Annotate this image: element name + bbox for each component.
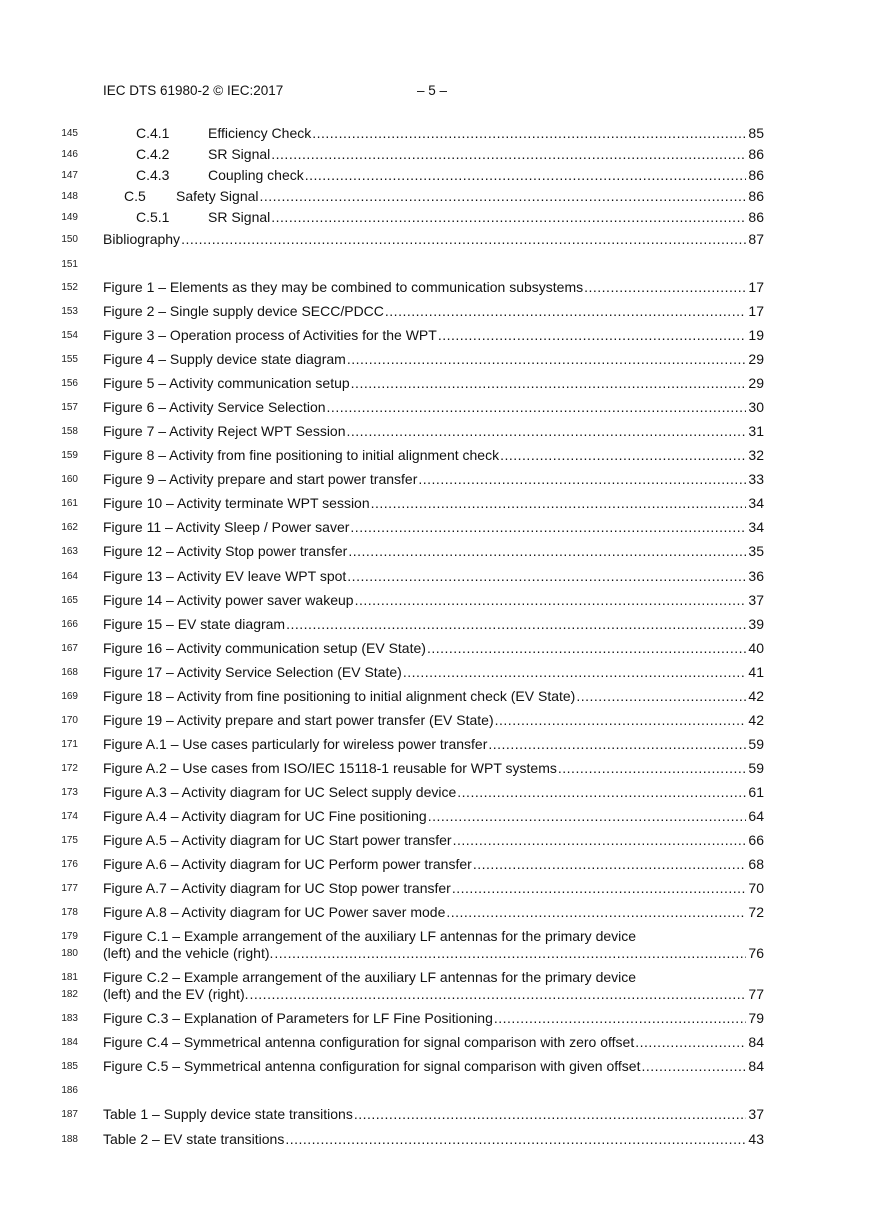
toc-entry[interactable] [103, 591, 764, 609]
leader-dots [500, 446, 746, 464]
toc-entry[interactable] [103, 1009, 764, 1027]
line-number: 165 [61, 595, 78, 606]
line-number: 150 [61, 234, 78, 245]
toc-entry[interactable] [103, 711, 764, 729]
line-number: 170 [61, 715, 78, 726]
page-ref: 34 [748, 495, 764, 511]
toc-entry-text: Figure 12 – Activity Stop power transfer [103, 543, 348, 559]
page-ref: 59 [748, 760, 764, 776]
page-ref: 43 [748, 1131, 764, 1147]
toc-entry-text: Figure 16 – Activity communication setup (EV State) [103, 640, 426, 656]
page-ref: 29 [748, 351, 764, 367]
toc-entry-text: Bibliography [103, 231, 181, 247]
line-number: 160 [61, 474, 78, 485]
toc-entry-text: Figure 19 – Activity prepare and start power transfer (EV State) [103, 712, 494, 728]
line-number: 186 [61, 1085, 78, 1096]
line-number: 176 [61, 859, 78, 870]
toc-entry-text: Figure 10 – Activity terminate WPT session [103, 495, 370, 511]
page-ref: 37 [748, 1106, 764, 1122]
toc-entry-text: Figure C.3 – Explanation of Parameters for LF Fine Positioning [103, 1010, 493, 1026]
toc-entry[interactable] [103, 470, 764, 488]
toc-entry-text: Figure 18 – Activity from fine positioning to initial alignment check (EV State) [103, 688, 576, 704]
line-number: 182 [61, 989, 78, 1000]
leader-dots [495, 711, 747, 729]
page-ref: 66 [748, 832, 764, 848]
leader-dots [286, 615, 746, 633]
leader-dots [250, 985, 747, 1003]
toc-entry[interactable] [103, 687, 764, 705]
toc-entry[interactable] [103, 326, 764, 344]
page-ref: 86 [748, 146, 764, 162]
toc-entry[interactable] [103, 567, 764, 585]
toc-entry-text: Figure 15 – EV state diagram [103, 616, 286, 632]
line-number: 174 [61, 811, 78, 822]
toc-entry-text: Figure A.7 – Activity diagram for UC Stop power transfer [103, 880, 451, 896]
leader-dots [351, 374, 747, 392]
page-number: – 5 – [417, 83, 448, 98]
page-ref: 34 [748, 519, 764, 535]
line-number: 162 [61, 522, 78, 533]
toc-entry-text: SR Signal [208, 146, 271, 162]
toc-entry[interactable] [103, 903, 764, 921]
toc-entry[interactable] [103, 542, 764, 560]
page-ref: 84 [748, 1058, 764, 1074]
toc-entry[interactable] [176, 187, 764, 205]
toc-entry[interactable] [103, 985, 764, 1003]
page-ref: 17 [748, 303, 764, 319]
leader-dots [488, 735, 746, 753]
toc-entry[interactable] [103, 1057, 764, 1075]
page-ref: 59 [748, 736, 764, 752]
page-ref: 17 [748, 279, 764, 295]
line-number: 151 [61, 259, 78, 270]
toc-entry[interactable] [103, 663, 764, 681]
toc-entry-text: Figure A.8 – Activity diagram for UC Power saver mode [103, 904, 446, 920]
leader-dots [558, 759, 747, 777]
page-ref: 39 [748, 616, 764, 632]
toc-entry-text: Figure 3 – Operation process of Activities for the WPT [103, 327, 437, 343]
leader-dots [457, 783, 746, 801]
line-number: 164 [61, 571, 78, 582]
toc-entry-text: Table 2 – EV state transitions [103, 1131, 285, 1147]
page-ref: 32 [748, 447, 764, 463]
toc-entry-text: (left) and the EV (right). [103, 986, 249, 1002]
toc-entry-text: Figure A.5 – Activity diagram for UC Start power transfer [103, 832, 452, 848]
page-ref: 68 [748, 856, 764, 872]
toc-entry-text: Figure 14 – Activity power saver wakeup [103, 592, 354, 608]
leader-dots [271, 208, 746, 226]
toc-entry-text: Figure 1 – Elements as they may be combined to communication subsystems [103, 279, 584, 295]
toc-entry[interactable] [103, 374, 764, 392]
document-id: IEC DTS 61980-2 © IEC:2017 [103, 83, 284, 98]
page-ref: 76 [748, 945, 764, 961]
line-number: 173 [61, 787, 78, 798]
leader-dots [403, 663, 747, 681]
page-ref: 70 [748, 880, 764, 896]
line-number: 184 [61, 1037, 78, 1048]
page-ref: 85 [748, 125, 764, 141]
toc-entry-text: Figure C.4 – Symmetrical antenna configuration for signal comparison with zero offset [103, 1034, 635, 1050]
line-number: 161 [61, 498, 78, 509]
leader-dots [584, 278, 746, 296]
toc-entry-text: Figure 7 – Activity Reject WPT Session [103, 423, 346, 439]
section-number: C.5.1 [136, 209, 170, 225]
leader-dots [350, 518, 746, 536]
leader-dots [312, 124, 746, 142]
toc-entry-text: Coupling check [208, 167, 304, 183]
line-number: 185 [61, 1061, 78, 1072]
leader-dots [446, 903, 746, 921]
page-ref: 64 [748, 808, 764, 824]
toc-entry-text: Figure 8 – Activity from fine positioning to initial alignment check [103, 447, 500, 463]
page-ref: 84 [748, 1034, 764, 1050]
page-ref: 35 [748, 543, 764, 559]
line-number: 157 [61, 402, 78, 413]
toc-entry[interactable] [103, 807, 764, 825]
toc-entry-text: Figure 13 – Activity EV leave WPT spot [103, 568, 347, 584]
page-ref: 33 [748, 471, 764, 487]
toc-entry-text: Figure 6 – Activity Service Selection [103, 399, 326, 415]
toc-entry[interactable] [103, 230, 764, 248]
toc-entry[interactable] [103, 398, 764, 416]
toc-entry-text: Figure 11 – Activity Sleep / Power saver [103, 519, 350, 535]
line-number: 188 [61, 1134, 78, 1145]
toc-entry[interactable] [103, 879, 764, 897]
page-ref: 40 [748, 640, 764, 656]
leader-dots [327, 398, 747, 416]
page-ref: 72 [748, 904, 764, 920]
line-number: 158 [61, 426, 78, 437]
leader-dots [427, 639, 746, 657]
leader-dots [438, 326, 747, 344]
toc-entry[interactable] [208, 124, 764, 142]
toc-entry-text: Figure 4 – Supply device state diagram [103, 351, 346, 367]
page-ref: 37 [748, 592, 764, 608]
line-number: 183 [61, 1013, 78, 1024]
leader-dots [355, 591, 747, 609]
toc-entry-text: Figure A.1 – Use cases particularly for wireless power transfer [103, 736, 488, 752]
line-number: 181 [61, 972, 78, 983]
page-ref: 30 [748, 399, 764, 415]
toc-entry-text: Figure A.4 – Activity diagram for UC Fine positioning [103, 808, 427, 824]
line-number: 171 [61, 739, 78, 750]
line-number: 175 [61, 835, 78, 846]
toc-entry-text[interactable]: Figure C.2 – Example arrangement of the auxiliary LF antennas for the primary device [103, 969, 637, 985]
leader-dots [453, 831, 747, 849]
line-number: 146 [61, 149, 78, 160]
leader-dots [354, 1105, 747, 1123]
line-number: 163 [61, 546, 78, 557]
section-number: C.4.1 [136, 125, 170, 141]
leader-dots [181, 230, 746, 248]
leader-dots [271, 145, 746, 163]
toc-entry[interactable] [103, 735, 764, 753]
leader-dots [576, 687, 746, 705]
toc-entry-text: Figure A.3 – Activity diagram for UC Select supply device [103, 784, 457, 800]
toc-entry-text: (left) and the vehicle (right). [103, 945, 274, 961]
line-number: 177 [61, 883, 78, 894]
toc-entry[interactable] [208, 208, 764, 226]
page-ref: 42 [748, 688, 764, 704]
line-number: 149 [61, 212, 78, 223]
toc-entry[interactable] [103, 944, 764, 962]
leader-dots [452, 879, 747, 897]
line-number: 179 [61, 931, 78, 942]
line-number: 187 [61, 1109, 78, 1120]
toc-entry-text: SR Signal [208, 209, 271, 225]
toc-entry-text: Figure A.6 – Activity diagram for UC Perform power transfer [103, 856, 472, 872]
line-number: 145 [61, 128, 78, 139]
leader-dots [635, 1033, 746, 1051]
toc-entry[interactable] [103, 494, 764, 512]
page-ref: 86 [748, 167, 764, 183]
toc-entry-text: Safety Signal [176, 188, 259, 204]
leader-dots [347, 567, 746, 585]
toc-entry-text: Efficiency Check [208, 125, 312, 141]
toc-entry[interactable] [208, 166, 764, 184]
toc-entry[interactable] [103, 1033, 764, 1051]
section-number: C.4.2 [136, 146, 170, 162]
line-number: 172 [61, 763, 78, 774]
leader-dots [285, 1130, 746, 1148]
leader-dots [274, 944, 746, 962]
leader-dots [641, 1057, 746, 1075]
toc-entry[interactable] [103, 350, 764, 368]
page-ref: 19 [748, 327, 764, 343]
leader-dots [418, 470, 746, 488]
toc-entry[interactable] [103, 278, 764, 296]
leader-dots [473, 855, 747, 873]
page-ref: 61 [748, 784, 764, 800]
toc-entry[interactable] [103, 446, 764, 464]
toc-entry-text: Figure 17 – Activity Service Selection (EV State) [103, 664, 402, 680]
toc-entry[interactable] [103, 422, 764, 440]
leader-dots [347, 422, 747, 440]
toc-entry-text: Figure A.2 – Use cases from ISO/IEC 15118-1 reusable for WPT systems [103, 760, 557, 776]
line-number: 156 [61, 378, 78, 389]
leader-dots [494, 1009, 747, 1027]
toc-entry-text: Figure 5 – Activity communication setup [103, 375, 350, 391]
leader-dots [260, 187, 747, 205]
line-number: 148 [61, 191, 78, 202]
page-ref: 42 [748, 712, 764, 728]
line-number: 147 [61, 170, 78, 181]
line-number: 168 [61, 667, 78, 678]
page-ref: 87 [748, 231, 764, 247]
page-ref: 36 [748, 568, 764, 584]
line-number: 167 [61, 643, 78, 654]
toc-entry[interactable] [103, 615, 764, 633]
line-number: 155 [61, 354, 78, 365]
page-ref: 86 [748, 188, 764, 204]
leader-dots [305, 166, 747, 184]
toc-entry-text: Figure C.5 – Symmetrical antenna configuration for signal comparison with given offset [103, 1058, 641, 1074]
section-number: C.4.3 [136, 167, 170, 183]
leader-dots [428, 807, 747, 825]
page-ref: 77 [748, 986, 764, 1002]
line-number: 166 [61, 619, 78, 630]
toc-entry[interactable] [103, 1130, 764, 1148]
toc-entry-text[interactable]: Figure C.1 – Example arrangement of the auxiliary LF antennas for the primary device [103, 928, 637, 944]
leader-dots [348, 542, 746, 560]
toc-entry-text: Figure 2 – Single supply device SECC/PDCC [103, 303, 384, 319]
section-number: C.5 [124, 188, 146, 204]
toc-entry[interactable] [103, 783, 764, 801]
toc-entry[interactable] [103, 759, 764, 777]
page-ref: 29 [748, 375, 764, 391]
leader-dots [385, 302, 747, 320]
line-number: 178 [61, 907, 78, 918]
line-number: 154 [61, 330, 78, 341]
page-ref: 79 [748, 1010, 764, 1026]
page-ref: 86 [748, 209, 764, 225]
toc-entry-text: Table 1 – Supply device state transitions [103, 1106, 353, 1122]
toc-entry[interactable] [103, 639, 764, 657]
toc-entry[interactable] [103, 855, 764, 873]
toc-entry[interactable] [103, 302, 764, 320]
toc-entry[interactable] [103, 831, 764, 849]
page-ref: 41 [748, 664, 764, 680]
leader-dots [371, 494, 747, 512]
toc-entry-text: Figure 9 – Activity prepare and start power transfer [103, 471, 418, 487]
line-number: 159 [61, 450, 78, 461]
line-number: 152 [61, 282, 78, 293]
toc-entry[interactable] [103, 518, 764, 536]
leader-dots [347, 350, 747, 368]
line-number: 180 [61, 948, 78, 959]
line-number: 169 [61, 691, 78, 702]
toc-entry[interactable] [208, 145, 764, 163]
toc-entry[interactable] [103, 1105, 764, 1123]
line-number: 153 [61, 306, 78, 317]
page-ref: 31 [748, 423, 764, 439]
